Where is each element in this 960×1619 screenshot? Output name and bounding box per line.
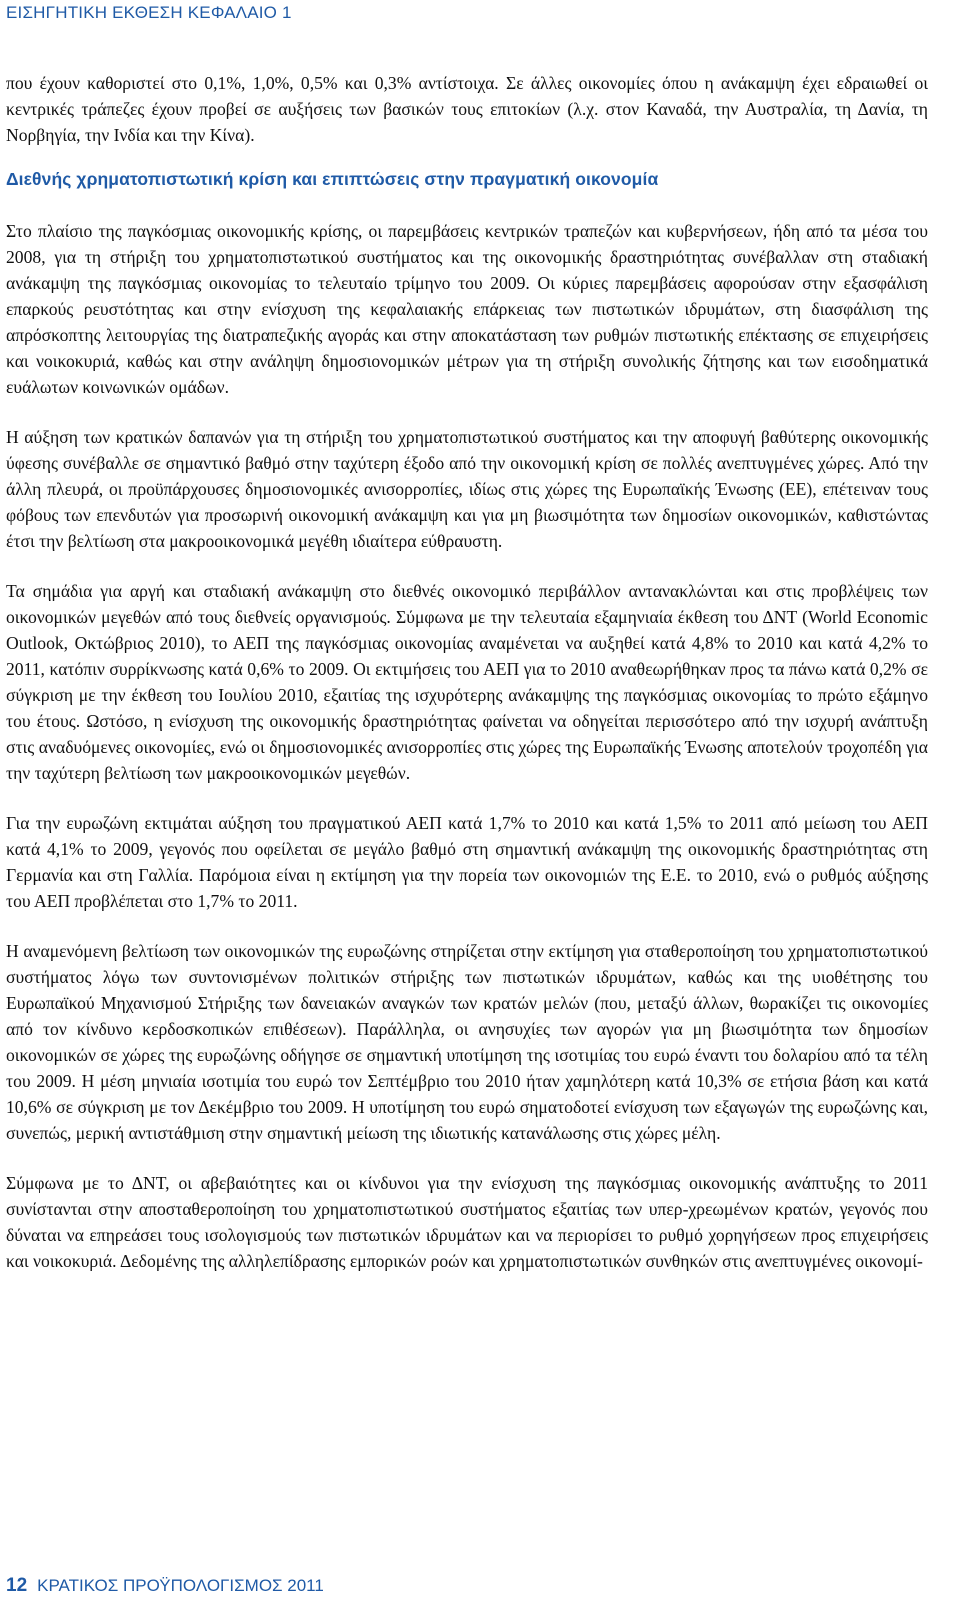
body-paragraph-6: Σύμφωνα με το ΔΝΤ, οι αβεβαιότητες και οι κίνδυνοι για την ενίσχυση της παγκόσμιας οικονομικής ανάπτυξης το 2011 συνίστανται στην αποσταθεροποίηση του χρηματοπιστωτικού συστήματος εξαιτίας των υπερ-χρεωμένων κρατών, γεγονός που δύναται να επηρεάσει τους ισολογισμούς των πιστωτικών ιδρυμάτων και να περιορίσει το ρυθμό χορηγήσεων προς επιχειρήσεις και νοικοκυριά. Δεδομένης της αλληλεπίδρασης εμπορικών ροών και χρηματοπιστωτικών συνθηκών στις ανεπτυγμένες οικονομί- xyxy=(6,1173,928,1271)
body-paragraph-2: Η αύξηση των κρατικών δαπανών για τη στήριξη του χρηματοπιστωτικού συστήματος και την αποφυγή βαθύτερης οικονομικής ύφεσης συνέβαλλε σε σημαντικό βαθμό στην ταχύτερη έξοδο από την οικονομική κρίση σε πολλές ανεπτυγμένες χώρες. Από την άλλη πλευρά, οι προϋπάρχουσες δημοσιονομικές ανισορροπίες, ιδίως στις χώρες της Ευρωπαϊκής Ένωσης (ΕΕ), επέτειναν τους φόβους των επενδυτών για προσωρινή οικονομική ανάκαμψη και για μη βιωσιμότητα των δημοσίων οικονομικών, καθιστώντας έτσι την βελτίωση στα μακροοικονομικά μεγέθη ιδιαίτερα εύθραυστη. xyxy=(6,427,928,551)
body-paragraph-5: Η αναμενόμενη βελτίωση των οικονομικών της ευρωζώνης στηρίζεται στην εκτίμηση για σταθεροποίηση του χρηματοπιστωτικού συστήματος λόγω των συντονισμένων πολιτικών στήριξης των πιστωτικών ιδρυμάτων, καθώς και της υιοθέτησης του Ευρωπαϊκού Μηχανισμού Στήριξης των δανειακών αναγκών των κρατών μελών (που, μεταξύ άλλων, θωρακίζει τις οικονομίες από τον κίνδυνο κερδοσκοπικών επιθέσεων). Παράλληλα, οι ανησυχίες των αγορών για μη βιωσιμότητα των δημοσίων οικονομικών σε χώρες της ευρωζώνης οδήγησε σε σημαντική υποτίμηση της ισοτιμίας του ευρώ έναντι του δολαρίου από τα τέλη του 2009. Η μέση μηνιαία ισοτιμία του ευρώ τον Σεπτέμβριο του 2010 ήταν χαμηλότερη κατά 10,3% σε ετήσια βάση και κατά 10,6% σε σύγκριση με τον Δεκέμβριο του 2009. Η υποτίμηση του ευρώ σηματοδοτεί ενίσχυση των εξαγωγών της ευρωζώνης και, συνεπώς, μερική αντιστάθμιση στην σημαντική μείωση της ιδιωτικής κατανάλωσης στις χώρες μέλη. xyxy=(6,941,928,1143)
running-header: ΕΙΣΗΓΗΤΙΚΗ ΕΚΘΕΣΗ ΚΕΦΑΛΑΙΟ 1 xyxy=(6,3,292,22)
section-heading: Διεθνής χρηματοπιστωτική κρίση και επιπτώσεις στην πραγματική οικονομία xyxy=(6,169,659,189)
body-paragraph-1: Στο πλαίσιο της παγκόσμιας οικονομικής κρίσης, οι παρεμβάσεις κεντρικών τραπεζών και κυβερνήσεων, ήδη από τα μέσα του 2008, για τη στήριξη του χρηματοπιστωτικού συστήματος και της οικονομικής δραστηριότητας συνέβαλλαν στη σταδιακή ανάκαμψη της παγκόσμιας οικονομίας το τελευταίο τρίμηνο του 2009. Οι κύριες παρεμβάσεις αφορούσαν στην εξασφάλιση επαρκούς ρευστότητας και στην ενίσχυση της κεφαλαιακής επάρκειας των πιστωτικών ιδρυμάτων, στη διασφάλιση της απρόσκοπτης λειτουργίας της διατραπεζικής αγοράς και στην αποκατάσταση των ρυθμών πιστωτικής επέκτασης σε επιχειρήσεις και νοικοκυριά, καθώς και στην ανάληψη δημοσιονομικών μέτρων για τη στήριξη συνολικής ζήτησης και των εισοδηματικά ευάλωτων κοινωνικών ομάδων. xyxy=(6,221,928,397)
page-number: 12 xyxy=(6,1575,28,1596)
page-body xyxy=(6,70,928,1298)
body-paragraph-4: Για την ευρωζώνη εκτιμάται αύξηση του πραγματικού ΑΕΠ κατά 1,7% το 2010 και κατά 1,5% το 2011 από μείωση του ΑΕΠ κατά 4,1% το 2009, γεγονός που οφείλεται σε μεγάλο βαθμό στη σημαντική ανάκαμψη της οικονομικής δραστηριότητας στη Γερμανία και στη Γαλλία. Παρόμοια είναι η εκτίμηση για την πορεία των οικονομιών της Ε.Ε. το 2010, ενώ ο ρυθμός αύξησης του ΑΕΠ προβλέπεται στο 1,7% το 2011. xyxy=(6,813,928,911)
body-paragraph-3: Τα σημάδια για αργή και σταδιακή ανάκαμψη στο διεθνές οικονομικό περιβάλλον αντανακλώνται και στις προβλέψεις των οικονομικών μεγεθών από τους διεθνείς οργανισμούς. Σύμφωνα με την τελευταία εξαμηνιαία έκθεση του ΔΝΤ (World Economic Outlook, Οκτώβριος 2010), το ΑΕΠ της παγκόσμιας οικονομίας αναμένεται να αυξηθεί κατά 4,8% το 2010 και κατά 4,2% το 2011, κατόπιν συρρίκνωσης κατά 0,6% το 2009. Οι εκτιμήσεις του ΑΕΠ για το 2010 αναθεωρήθηκαν προς τα πάνω κατά 0,2% σε σύγκριση με την έκθεση του Ιουλίου 2010, εξαιτίας της ισχυρότερης ανάκαμψης της παγκόσμιας οικονομίας το πρώτο εξάμηνο του έτους. Ωστόσο, η ενίσχυση της οικονομικής δραστηριότητας φαίνεται να οδηγείται περισσότερο από την ισχυρή ανάπτυξη στις αναδυόμενες οικονομίες, ενώ οι δημοσιονομικές ανισορροπίες στις χώρες της Ευρωπαϊκής Ένωσης αποτελούν τροχοπέδη για την ταχύτερη βελτίωση των μακροοικονομικών μεγεθών. xyxy=(6,581,928,783)
running-footer xyxy=(6,1575,324,1597)
intro-paragraph: που έχουν καθοριστεί στο 0,1%, 1,0%, 0,5% και 0,3% αντίστοιχα. Σε άλλες οικονομίες όπου η ανάκαμψη έχει εδραιωθεί οι κεντρικές τράπεζες έχουν προβεί σε αυξήσεις των βασικών τους επιτοκίων (λ.χ. στον Καναδά, την Αυστραλία, τη Δανία, τη Νορβηγία, την Ινδία και την Κίνα). xyxy=(6,73,928,145)
footer-title: ΚΡΑΤΙΚΟΣ ΠΡΟΫΠΟΛΟΓΙΣΜΟΣ 2011 xyxy=(37,1576,324,1595)
